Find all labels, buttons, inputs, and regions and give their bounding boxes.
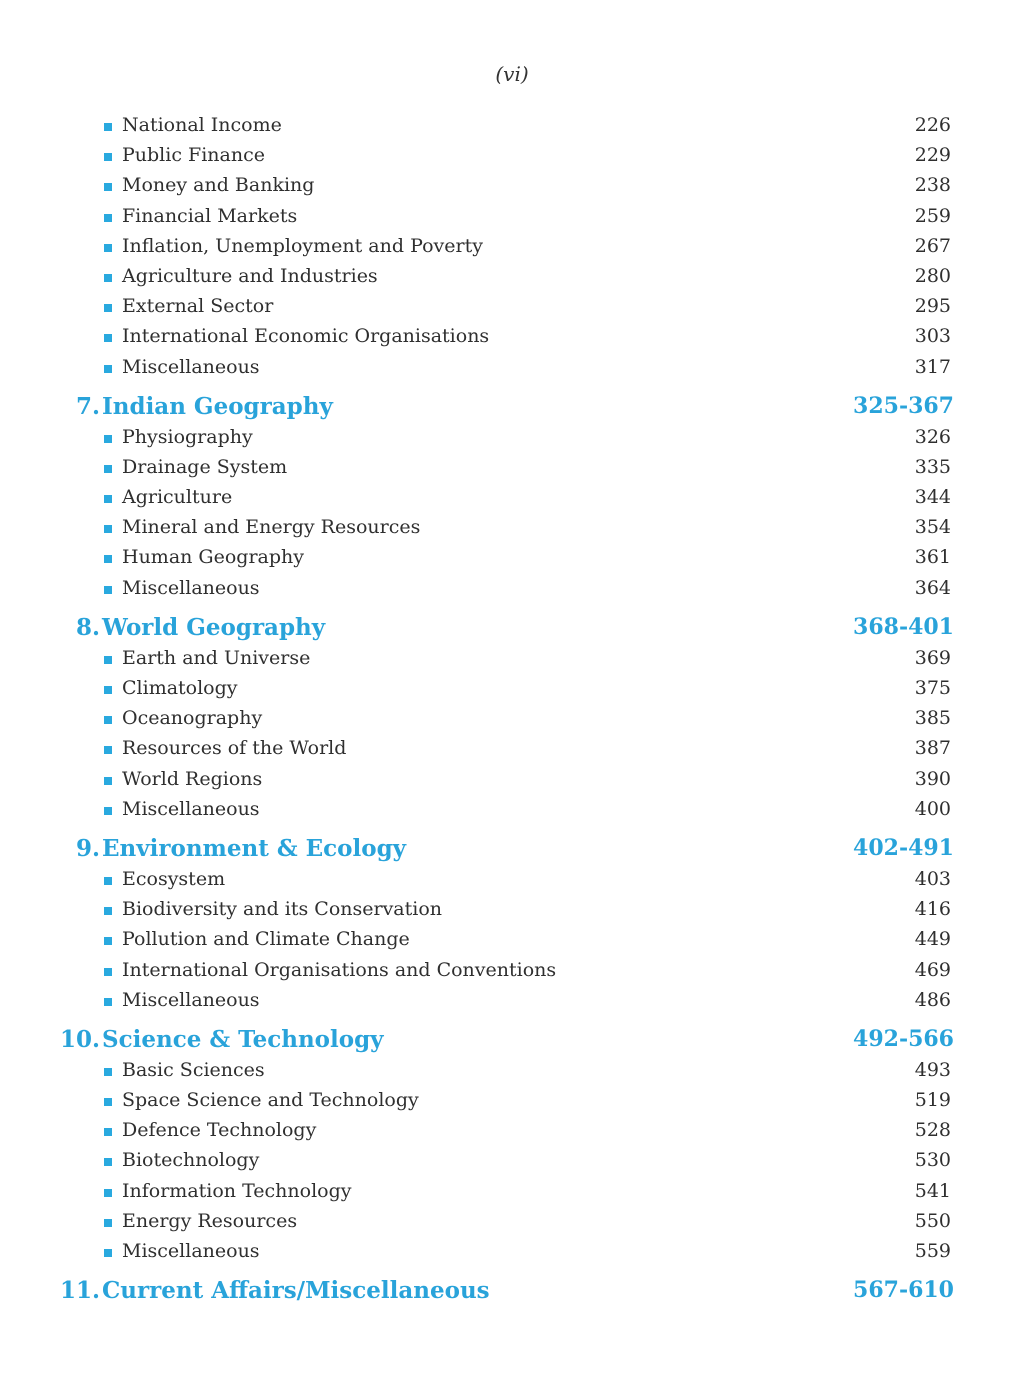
toc-entry-page: 387	[914, 737, 951, 760]
toc-entry	[0, 645, 1024, 675]
toc-entry	[0, 866, 1024, 896]
toc-entry-label: National Income	[122, 114, 282, 136]
toc-entry-page: 519	[914, 1089, 951, 1112]
toc-entry-page: 550	[914, 1209, 951, 1232]
toc-entry-page: 403	[914, 867, 951, 890]
square-bullet-icon	[104, 656, 112, 664]
toc-entry	[0, 766, 1024, 796]
toc-entry-label: Physiography	[122, 425, 253, 448]
chapter-number: 8.	[75, 613, 100, 641]
toc-entry-page: 295	[914, 295, 951, 318]
toc-entry-label: Defence Technology	[122, 1119, 317, 1142]
toc-entry	[0, 172, 1024, 202]
toc-entry	[0, 514, 1024, 544]
square-bullet-icon	[104, 1189, 112, 1197]
square-bullet-icon	[104, 555, 112, 563]
toc-entry	[0, 354, 1024, 384]
toc-entry	[0, 896, 1024, 926]
chapter-heading	[0, 612, 1024, 645]
square-bullet-icon	[104, 1158, 112, 1166]
toc-entry-label: Earth and Universe	[122, 646, 311, 669]
chapter-page-range: 567-610	[853, 1277, 954, 1304]
toc-entry	[0, 735, 1024, 765]
square-bullet-icon	[104, 807, 112, 815]
toc-entry	[0, 424, 1024, 454]
chapter-number: 7.	[75, 392, 100, 420]
toc-entry-label: Agriculture	[122, 486, 233, 509]
toc-entry-label: Miscellaneous	[122, 576, 260, 599]
toc-entry-page: 528	[914, 1119, 951, 1142]
toc-entry-label: International Economic Organisations	[122, 325, 490, 348]
toc-entry-label: Mineral and Energy Resources	[122, 516, 421, 539]
square-bullet-icon	[104, 244, 112, 252]
toc-entry-label: Oceanography	[122, 707, 263, 730]
chapter-number: 10.	[59, 1025, 100, 1053]
toc-entry-label: Energy Resources	[122, 1209, 298, 1232]
toc-entry-page: 344	[914, 486, 951, 509]
toc-entry-label: Resources of the World	[122, 737, 347, 760]
square-bullet-icon	[104, 1219, 112, 1227]
chapter-title: Environment & Ecology	[102, 834, 407, 862]
square-bullet-icon	[104, 153, 112, 161]
chapter-page-range: 492-566	[853, 1025, 954, 1052]
square-bullet-icon	[104, 495, 112, 503]
square-bullet-icon	[104, 777, 112, 785]
square-bullet-icon	[104, 183, 112, 191]
square-bullet-icon	[104, 586, 112, 594]
toc-entry-page: 303	[914, 325, 951, 348]
toc-entry	[0, 142, 1024, 172]
toc-entry	[0, 1208, 1024, 1238]
square-bullet-icon	[104, 937, 112, 945]
toc-entry	[0, 263, 1024, 293]
toc-entry-label: Climatology	[122, 677, 238, 699]
toc-entry	[0, 293, 1024, 323]
square-bullet-icon	[104, 214, 112, 222]
square-bullet-icon	[104, 304, 112, 312]
toc-entry-label: Money and Banking	[122, 174, 315, 197]
toc-entry-label: Miscellaneous	[122, 355, 260, 378]
toc-entry	[0, 544, 1024, 574]
square-bullet-icon	[104, 968, 112, 976]
toc-entry-label: Public Finance	[122, 144, 265, 167]
toc-entry-label: Space Science and Technology	[122, 1089, 419, 1112]
toc-entry-page: 530	[914, 1149, 951, 1172]
toc-entry-page: 317	[914, 355, 951, 378]
chapter-title: Current Affairs/Miscellaneous	[102, 1277, 490, 1305]
chapter-number: 11.	[59, 1277, 100, 1305]
chapter-title: World Geography	[102, 613, 326, 641]
toc-entry-label: Pollution and Climate Change	[122, 928, 410, 951]
toc-entry	[0, 112, 1024, 142]
toc-entry-label: Inflation, Unemployment and Poverty	[122, 234, 483, 257]
toc-entry	[0, 796, 1024, 826]
square-bullet-icon	[104, 435, 112, 443]
chapter-heading	[0, 833, 1024, 866]
toc-entry-page: 416	[914, 898, 951, 921]
table-of-contents	[0, 112, 1024, 1308]
square-bullet-icon	[104, 123, 112, 131]
toc-entry-label: Biodiversity and its Conservation	[122, 898, 443, 921]
toc-entry-page: 238	[914, 174, 951, 197]
toc-entry	[0, 454, 1024, 484]
chapter-title: Indian Geography	[102, 392, 333, 420]
toc-entry-label: Agriculture and Industries	[122, 264, 378, 287]
toc-entry-label: International Organisations and Conventions	[122, 958, 557, 981]
toc-entry-label: Biotechnology	[122, 1149, 260, 1172]
square-bullet-icon	[104, 686, 112, 694]
square-bullet-icon	[104, 334, 112, 342]
toc-entry-page: 326	[914, 425, 951, 448]
toc-entry-page: 385	[914, 707, 951, 730]
toc-entry-page: 559	[914, 1240, 951, 1262]
toc-entry-label: External Sector	[122, 295, 274, 318]
square-bullet-icon	[104, 525, 112, 533]
toc-entry	[0, 323, 1024, 353]
toc-entry-label: Basic Sciences	[122, 1058, 265, 1081]
toc-entry-page: 267	[914, 234, 951, 257]
toc-entry-page: 390	[914, 767, 951, 790]
toc-entry	[0, 1147, 1024, 1177]
toc-entry	[0, 987, 1024, 1017]
square-bullet-icon	[104, 465, 112, 473]
square-bullet-icon	[104, 907, 112, 915]
chapter-page-range: 368-401	[853, 613, 954, 640]
chapter-page-range: 402-491	[853, 834, 954, 861]
toc-entry-page: 400	[914, 797, 951, 820]
toc-entry-page: 259	[914, 204, 951, 227]
chapter-number: 9.	[75, 834, 100, 862]
chapter-title: Science & Technology	[102, 1025, 384, 1053]
square-bullet-icon	[104, 998, 112, 1006]
toc-entry-page: 280	[914, 264, 951, 287]
toc-entry-page: 493	[914, 1058, 951, 1081]
square-bullet-icon	[104, 716, 112, 724]
toc-entry-page: 361	[914, 546, 951, 569]
toc-entry	[0, 1117, 1024, 1147]
toc-entry-label: Miscellaneous	[122, 797, 260, 820]
toc-entry-page: 354	[914, 516, 951, 539]
square-bullet-icon	[104, 877, 112, 885]
toc-entry	[0, 957, 1024, 987]
toc-entry	[0, 1087, 1024, 1117]
toc-entry	[0, 1178, 1024, 1208]
toc-entry	[0, 1238, 1024, 1268]
toc-entry-label: World Regions	[122, 767, 263, 790]
chapter-page-range: 325-367	[853, 392, 954, 419]
toc-entry-page: 449	[914, 928, 951, 951]
square-bullet-icon	[104, 1128, 112, 1136]
toc-entry	[0, 233, 1024, 263]
square-bullet-icon	[104, 1249, 112, 1257]
toc-entry-page: 375	[914, 677, 951, 699]
square-bullet-icon	[104, 1098, 112, 1106]
page-number: (vi)	[495, 62, 529, 86]
chapter-heading	[0, 1275, 1024, 1308]
toc-entry-page: 469	[914, 958, 951, 981]
chapter-heading	[0, 391, 1024, 424]
toc-entry-label: Miscellaneous	[122, 1240, 260, 1262]
chapter-heading	[0, 1024, 1024, 1057]
toc-entry-page: 229	[914, 144, 951, 167]
toc-entry-page: 541	[914, 1179, 951, 1202]
square-bullet-icon	[104, 365, 112, 373]
toc-entry-page: 369	[914, 646, 951, 669]
toc-entry	[0, 926, 1024, 956]
toc-entry-label: Drainage System	[122, 455, 288, 478]
toc-entry	[0, 705, 1024, 735]
toc-entry-page: 486	[914, 988, 951, 1011]
toc-entry-page: 335	[914, 455, 951, 478]
toc-entry	[0, 203, 1024, 233]
square-bullet-icon	[104, 1068, 112, 1076]
toc-entry-page: 364	[914, 576, 951, 599]
toc-entry-label: Financial Markets	[122, 204, 298, 227]
square-bullet-icon	[104, 746, 112, 754]
toc-entry	[0, 484, 1024, 514]
toc-entry-label: Ecosystem	[122, 867, 226, 890]
toc-entry-page: 226	[914, 114, 951, 136]
toc-entry-label: Human Geography	[122, 546, 304, 569]
toc-entry-label: Information Technology	[122, 1179, 352, 1202]
square-bullet-icon	[104, 274, 112, 282]
toc-entry	[0, 575, 1024, 605]
toc-entry	[0, 675, 1024, 705]
toc-entry	[0, 1057, 1024, 1087]
toc-entry-label: Miscellaneous	[122, 988, 260, 1011]
